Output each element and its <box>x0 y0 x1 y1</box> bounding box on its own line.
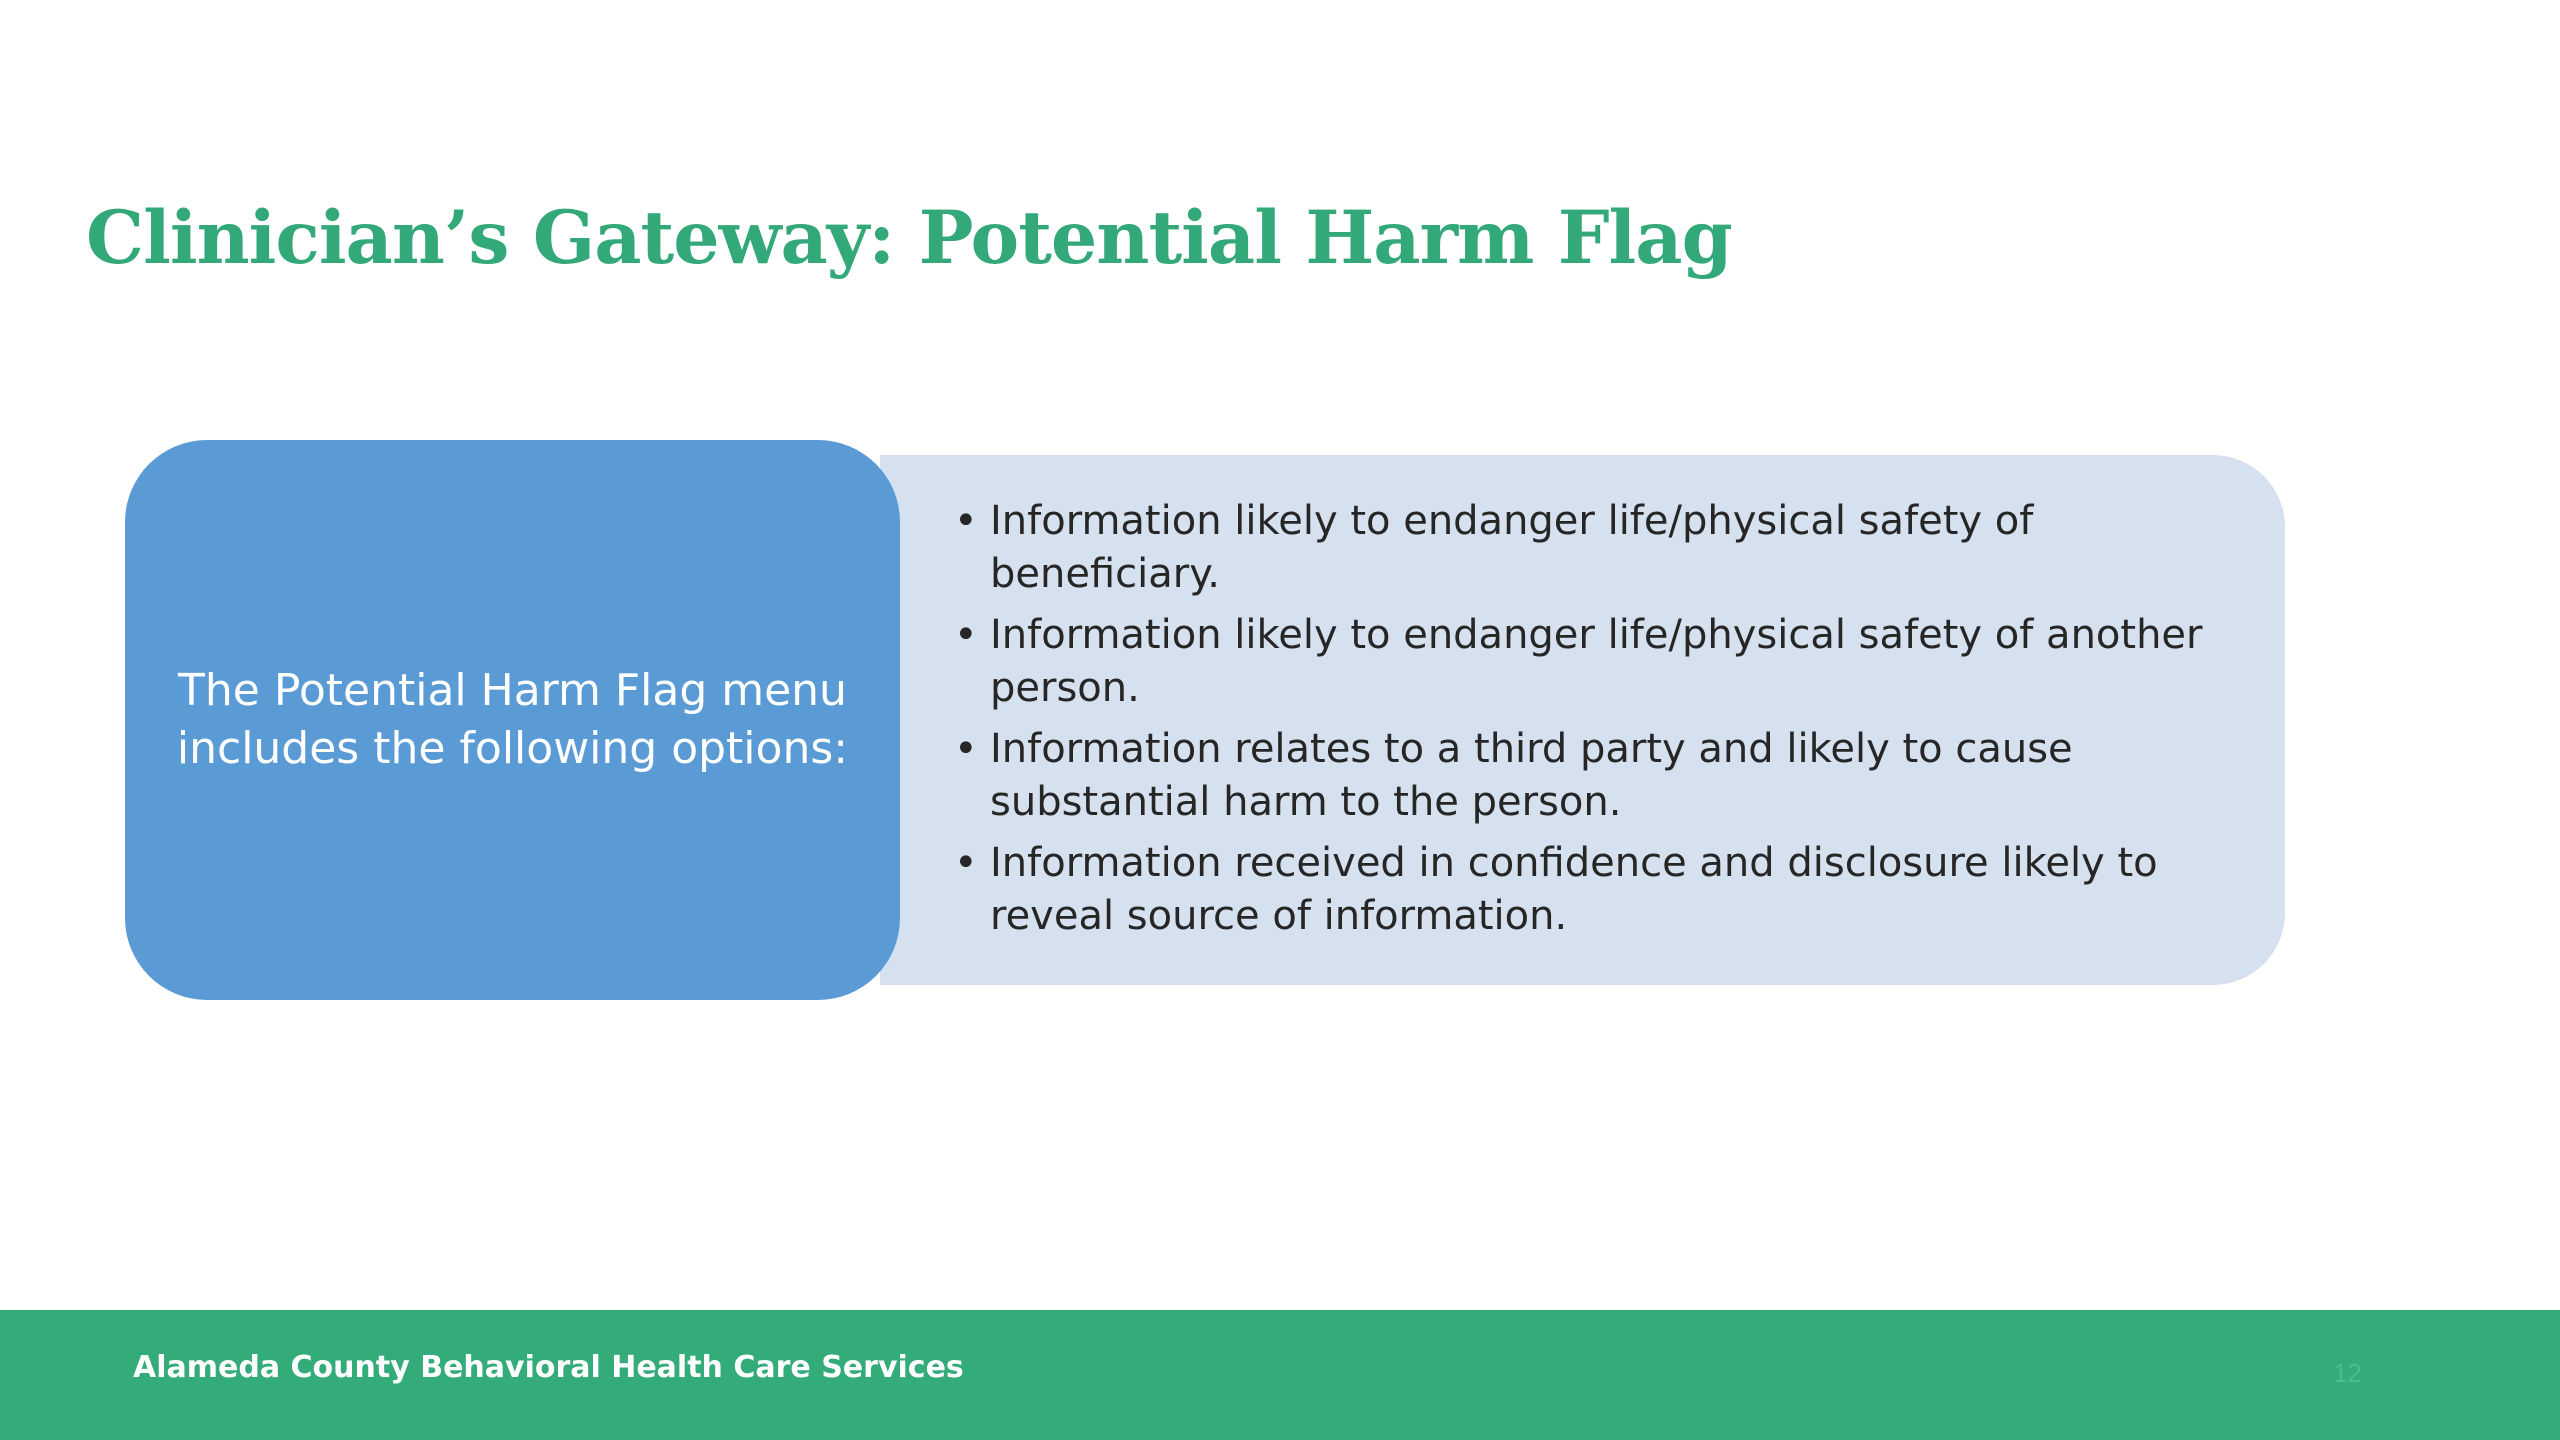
menu-label-text: The Potential Harm Flag menu includes the following options: <box>176 665 849 774</box>
option-item: • Information likely to endanger life/physical safety of beneficiary. <box>990 495 2205 601</box>
options-list <box>880 455 2285 943</box>
page-number: 12 <box>2333 1358 2362 1388</box>
options-panel <box>880 455 2285 985</box>
option-item: • Information relates to a third party and likely to cause substantial harm to the person. <box>990 723 2205 829</box>
footer-bar <box>0 1310 2560 1440</box>
organization-name: Alameda County Behavioral Health Care Services <box>133 1350 964 1385</box>
option-item: • Information received in confidence and disclosure likely to reveal source of information. <box>990 837 2205 943</box>
option-item: • Information likely to endanger life/physical safety of another person. <box>990 609 2205 715</box>
menu-label-box <box>125 440 900 1000</box>
slide-title: Clinician’s Gateway: Potential Harm Flag <box>86 195 1732 281</box>
